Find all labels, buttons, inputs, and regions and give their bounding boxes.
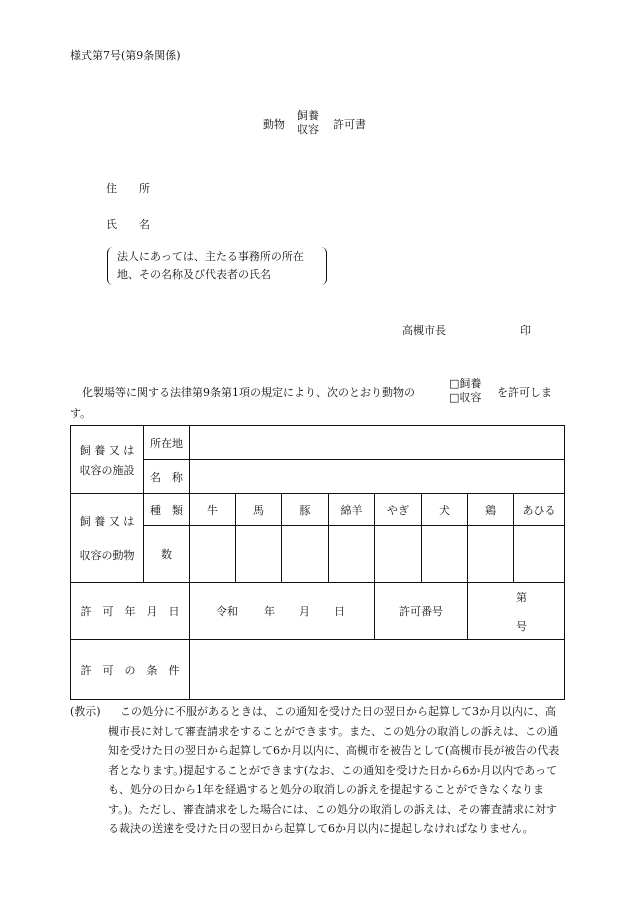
animals-label-line1: 飼 養 又 は (79, 515, 135, 528)
month-label: 月 (299, 605, 310, 618)
title-prefix: 動物 (263, 118, 285, 131)
notice-text: この処分に不服があるときは、この通知を受けた日の翌日から起算して3か月以内に、高槻市長に対して審査請求をすることができます。また、この処分の取消しの訴えは、この通知を受けた日の翌日から起算して6か月以内に、高槻市を被告として(高槻市長が被告の代表者となります。)提起することができます(なお、この通知を受けた日から6か月以内であっても、処分の日から1年を経過すると処分の取消しの訴えを提起することができなくなります。)。ただし、審査請求をした場合には、この処分の取消しの訴えは、その審査請求に対する裁決の送達を受けた日の翌日から起算して6か月以内に提起しなければなりません。 (108, 705, 560, 835)
number-prefix: 第 (516, 590, 527, 604)
animal-count-field[interactable] (236, 526, 282, 583)
issuer: 高槻市長 (402, 324, 446, 337)
animals-label (71, 494, 144, 583)
facility-label (71, 426, 144, 494)
type-label: 種 類 (144, 494, 190, 526)
animal-type: やぎ (375, 494, 422, 526)
form-number: 様式第7号(第9条関係) (70, 49, 181, 62)
notice-label: (教示) (70, 705, 101, 718)
conditions-label: 許 可 の 条 件 (71, 640, 190, 700)
notice (70, 702, 564, 839)
corporate-note (117, 248, 304, 284)
permit-number-label: 許可番号 (375, 583, 468, 640)
title-option-bottom: 収容 (297, 123, 319, 136)
animal-type: 綿羊 (329, 494, 375, 526)
body-text-part1: 化製場等に関する法律第9条第1項の規定により、次のとおり動物の (82, 386, 415, 399)
animal-count-field[interactable] (422, 526, 468, 583)
animal-count-field[interactable] (468, 526, 514, 583)
permit-date-label: 許 可 年 月 日 (71, 583, 190, 640)
seal: 印 (520, 324, 531, 337)
location-label: 所在地 (144, 426, 190, 460)
animal-count-field[interactable] (514, 526, 565, 583)
count-label: 数 (144, 526, 190, 583)
body-text-part3: す。 (70, 407, 92, 420)
animal-type: 馬 (236, 494, 282, 526)
conditions-field[interactable] (190, 640, 565, 700)
facility-label-line1: 飼 養 又 は (79, 443, 135, 457)
title-option-top: 飼養 (297, 109, 319, 122)
facility-name-label: 名 称 (144, 460, 190, 494)
day-label: 日 (334, 605, 345, 618)
corporate-note-line2: 地、その名称及び代表者の氏名 (117, 268, 271, 281)
address-label: 住 所 (106, 182, 150, 195)
facility-label-line2: 収容の施設 (79, 463, 135, 477)
facility-name-field[interactable] (190, 460, 565, 494)
animal-type: あひる (514, 494, 565, 526)
animal-type: 豚 (282, 494, 329, 526)
checkbox-holding[interactable]: □収容 (449, 391, 482, 404)
body-checkboxes (449, 377, 481, 405)
animal-type: 鶏 (468, 494, 514, 526)
permit-date-field[interactable] (190, 583, 375, 640)
animal-count-field[interactable] (375, 526, 422, 583)
animal-type: 犬 (422, 494, 468, 526)
animal-count-field[interactable] (190, 526, 236, 583)
corporate-note-line1: 法人にあっては、主たる事務所の所在 (117, 250, 304, 263)
name-label: 氏 名 (106, 218, 150, 231)
number-suffix: 号 (516, 619, 527, 633)
location-field[interactable] (190, 426, 565, 460)
permit-number-field[interactable] (468, 583, 565, 640)
era-label: 令和 (216, 605, 238, 618)
permit-table (70, 425, 565, 700)
animal-count-field[interactable] (329, 526, 375, 583)
body-text-part2: を許可しま (497, 386, 552, 399)
title-options (297, 109, 319, 137)
animal-count-field[interactable] (282, 526, 329, 583)
animal-type: 牛 (190, 494, 236, 526)
year-label: 年 (264, 605, 275, 618)
animals-label-line2: 収容の動物 (79, 549, 135, 562)
title-suffix: 許可書 (333, 118, 366, 131)
checkbox-feeding[interactable]: □飼養 (449, 377, 482, 390)
